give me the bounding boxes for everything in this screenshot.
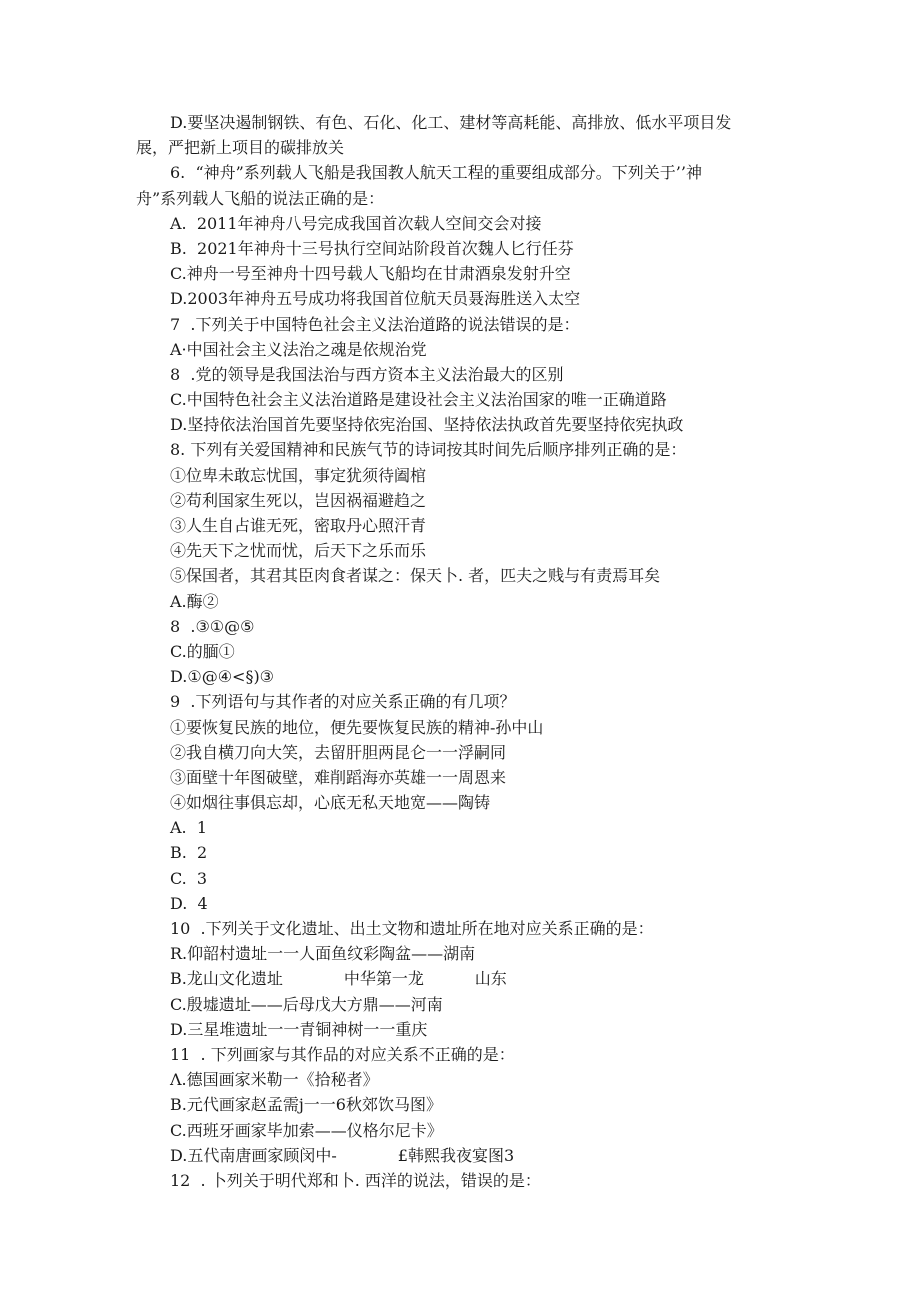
question-7: 7 .下列关于中国特色社会主义法治道路的说法错误的是： [170, 314, 580, 334]
option-a-q9: A. 1 [170, 818, 207, 838]
poem-item-3: ③人生自占谁无死，密取丹心照汗青 [170, 516, 427, 535]
option-c-q6: C.神舟一号至神舟十四号载人飞船均在甘肃酒泉发射升空 [170, 264, 571, 284]
option-d-q5-continued: 展，严把新上项目的碳排放关 [136, 138, 345, 158]
question-9: 9 .下列语句与其作者的对应关系正确的有几项？ [170, 692, 516, 712]
option-d-q8: D.①@④<§)③ [170, 667, 275, 687]
question-10: 10 .下列关于文化遗址、出土文物和遗址所在地对应关系正确的是： [170, 919, 654, 938]
poem-item-2: ②苟利国家生死以，岂因祸福避趋之 [170, 490, 427, 510]
option-d-q7: D.坚持依法治国首先要坚持依宪治国、坚持依法执政首先要坚持依宪执政 [170, 415, 684, 435]
option-d-q5: D.要坚决遏制钢铁、有色、石化、化工、建材等高耗能、高排放、低水平项目发 [170, 113, 732, 132]
option-c-q11: C.西班牙画家毕加索——仪格尔尼卡》 [170, 1120, 443, 1140]
option-a-q6: A. 2011年神舟八号完成我国首次载人空间交会对接 [170, 213, 542, 233]
quote-item-3: ③面壁十年图破壁，难削蹈海亦英雄一一周恩来 [170, 767, 507, 787]
option-b-q10: B.龙山文化遗址 中华第一龙 山东 [170, 969, 507, 989]
option-a-q11: Λ.德国画家米勒一《拾秘者》 [170, 1070, 379, 1090]
option-a-q7: A·中国社会主义法治之魂是依规治党 [170, 339, 427, 359]
quote-item-1: ①要恢复民族的地位，便先要恢复民族的精神-孙中山 [170, 717, 544, 737]
poem-item-5: ⑤保国者，其君其臣肉食者谋之：保天卜. 者，匹夫之贱与有责焉耳矣 [170, 566, 661, 586]
option-b-q7: 8 .党的领导是我国法治与西方资本主义法治最大的区别 [170, 364, 564, 384]
option-d-q11: D.五代南唐画家顾闵中- £韩熙我夜宴图3 [170, 1145, 515, 1165]
option-b-q9: B. 2 [170, 843, 208, 863]
option-d-q9: D. 4 [170, 893, 208, 913]
question-11: 11 . 下列画家与其作品的对应关系不正确的是： [170, 1044, 515, 1064]
question-12: 12 . 卜列关于明代郑和卜. 西洋的说法，错误的是： [170, 1170, 541, 1190]
question-6-continued: 舟”系列载人飞船的说法正确的是： [136, 188, 385, 208]
option-c-q7: C.中国特色社会主义法治道路是建设社会主义法治国家的唯一正确道路 [170, 390, 667, 410]
poem-item-4: ④先天下之忧而忧，后天下之乐而乐 [170, 541, 427, 561]
question-6: 6. “神舟”系列载人飞船是我国教人航天工程的重要组成部分。下列关于’’神 [170, 163, 702, 183]
option-d-q6: D.2003年神舟五号成功将我国首位航天员聂海胜送入太空 [170, 289, 581, 309]
option-c-q9: C. 3 [170, 868, 208, 888]
option-b-q11: B.元代画家赵孟需j一一6秋郊饮马图》 [170, 1095, 442, 1115]
option-b-q6: B. 2021年神舟十三号执行空间站阶段首次魏人匕行任芬 [170, 238, 574, 258]
option-b-q8: 8 .③①@⑤ [170, 616, 255, 636]
option-d-q10: D.三星堆遗址一一青铜神树一一重庆 [170, 1019, 428, 1039]
quote-item-2: ②我自横刀向大笑，去留肝胆两昆仑一一浮嗣同 [170, 742, 507, 762]
poem-item-1: ①位卑未敢忘忧国，事定犹须待阖棺 [170, 465, 427, 485]
quote-item-4: ④如烟往事俱忘却，心底无私天地宽——陶铸 [170, 793, 491, 813]
option-a-q10: R.仰韶村遗址一一人面鱼纹彩陶盆——湖南 [170, 944, 476, 964]
option-a-q8: A.酶② [170, 591, 219, 611]
option-c-q10: C.殷墟遗址——后母戊大方鼎——河南 [170, 994, 443, 1014]
question-8: 8. 下列有关爱国精神和民族气节的诗词按其时间先后顺序排列正确的是： [170, 440, 687, 460]
document-body [136, 110, 776, 1193]
option-c-q8: C.的腼① [170, 641, 235, 661]
